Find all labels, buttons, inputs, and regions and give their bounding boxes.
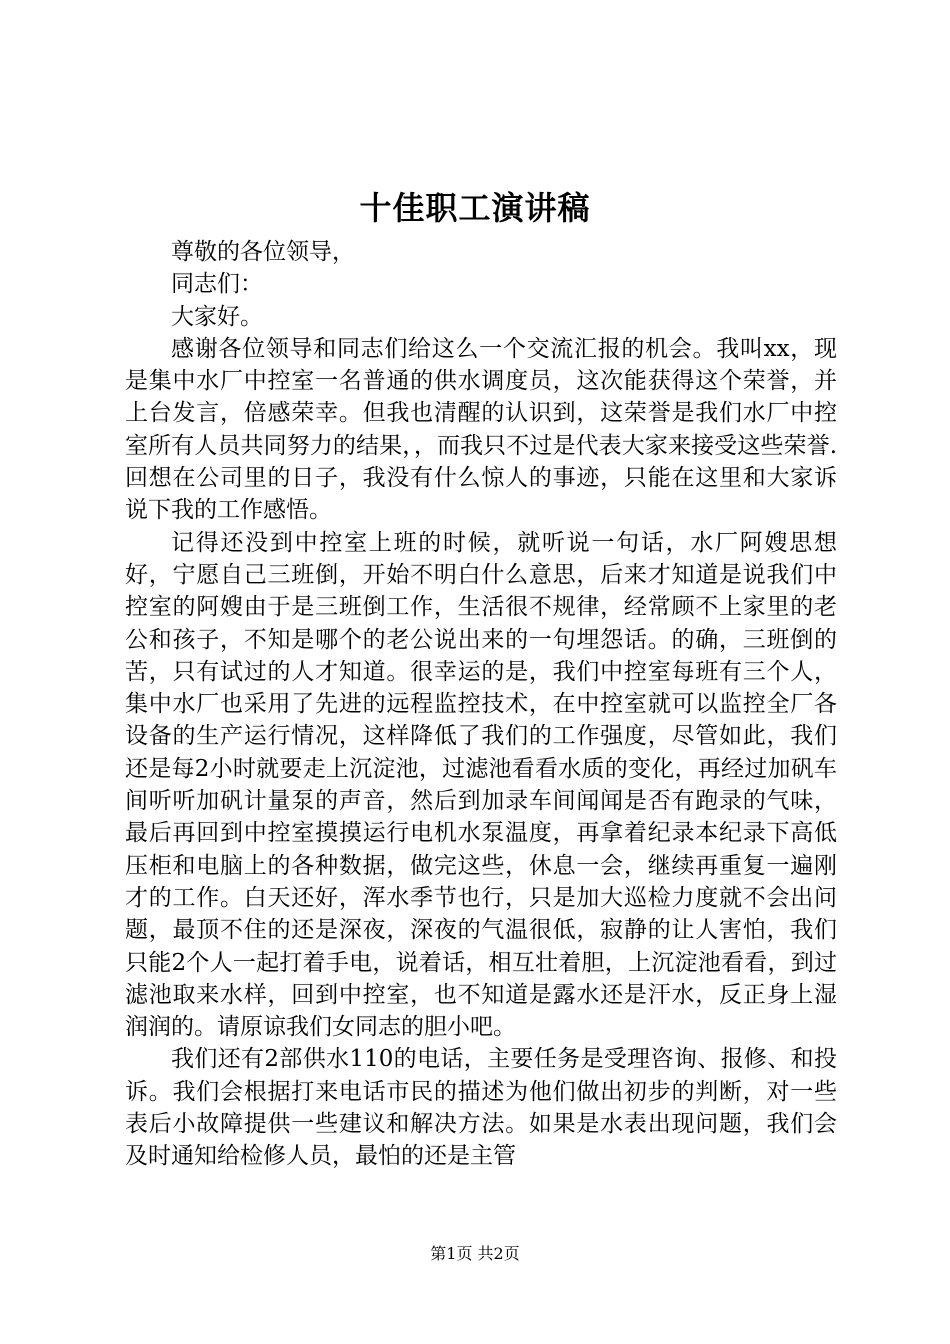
page-title: 十佳职工演讲稿 [359,189,591,227]
paragraph-shift-work: 记得还没到中控室上班的时候，就听说一句话，水厂阿嫂思想好，宁愿自己三班倒，开始不明白什么意思，后来才知道是说我们中控室的阿嫂由于是三班倒工作，生活很不规律，经常顾不上家里的老公和孩子，不知是哪个的老公说出来的一句埋怨话。的确，三班倒的苦，只有试过的人才知道。很幸运的是，我们中控室每班有三个人，集中水厂也采用了先进的远程监控技术，在中控室就可以监控全厂各设备的生产运行情况，这样降低了我们的工作强度，尽管如此，我们还是每2小时就要走上沉淀池，过滤池看看水质的变化，再经过加矾车间听听加矾计量泵的声音，然后到加录车间闻闻是否有跑录的气味，最后再回到中控室摸摸运行电机水泵温度，再拿着纪录本纪录下高低压柜和电脑上的各种数据，做完这些，休息一会，继续再重复一遍刚才的工作。白天还好，浑水季节也行，只是加大巡检力度就不会出问题，最顶不住的还是深夜，深夜的气温很低，寂静的让人害怕，我们只能2个人一起打着手电，说着话，相互壮着胆，上沉淀池看看，到过滤池取来水样，回到中控室，也不知道是露水还是汗水，反正身上湿润润的。请原谅我们女同志的胆小吧。 [125,529,837,1041]
paragraph-intro: 感谢各位领导和同志们给这么一个交流汇报的机会。我叫xx，现是集中水厂中控室一名普通的供水调度员，这次能获得这个荣誉，并上台发言，倍感荣幸。但我也清醒的认识到，这荣誉是我们水厂中控室所有人员共同努力的结果，，而我只不过是代表大家来接受这些荣誉.回想在公司里的日子，我没有什么惊人的事迹，只能在这里和大家诉说下我的工作感悟。 [125,335,837,524]
greeting: 大家好。 [171,303,263,330]
salutation-comrades: 同志们： [171,271,263,298]
page-footer: 第1页 共2页 [430,1244,520,1263]
document-body [125,236,837,1173]
salutation-leaders: 尊敬的各位领导， [171,239,355,265]
paragraph-hotline: 我们还有2部供水110的电话，主要任务是受理咨询、报修、和投诉。我们会根据打来电话市民的描述为他们做出初步的判断，对一些表后小故障提供一些建议和解决方法。如果是水表出现问题，我们会及时通知给检修人员，最怕的还是主管 [125,1046,837,1170]
